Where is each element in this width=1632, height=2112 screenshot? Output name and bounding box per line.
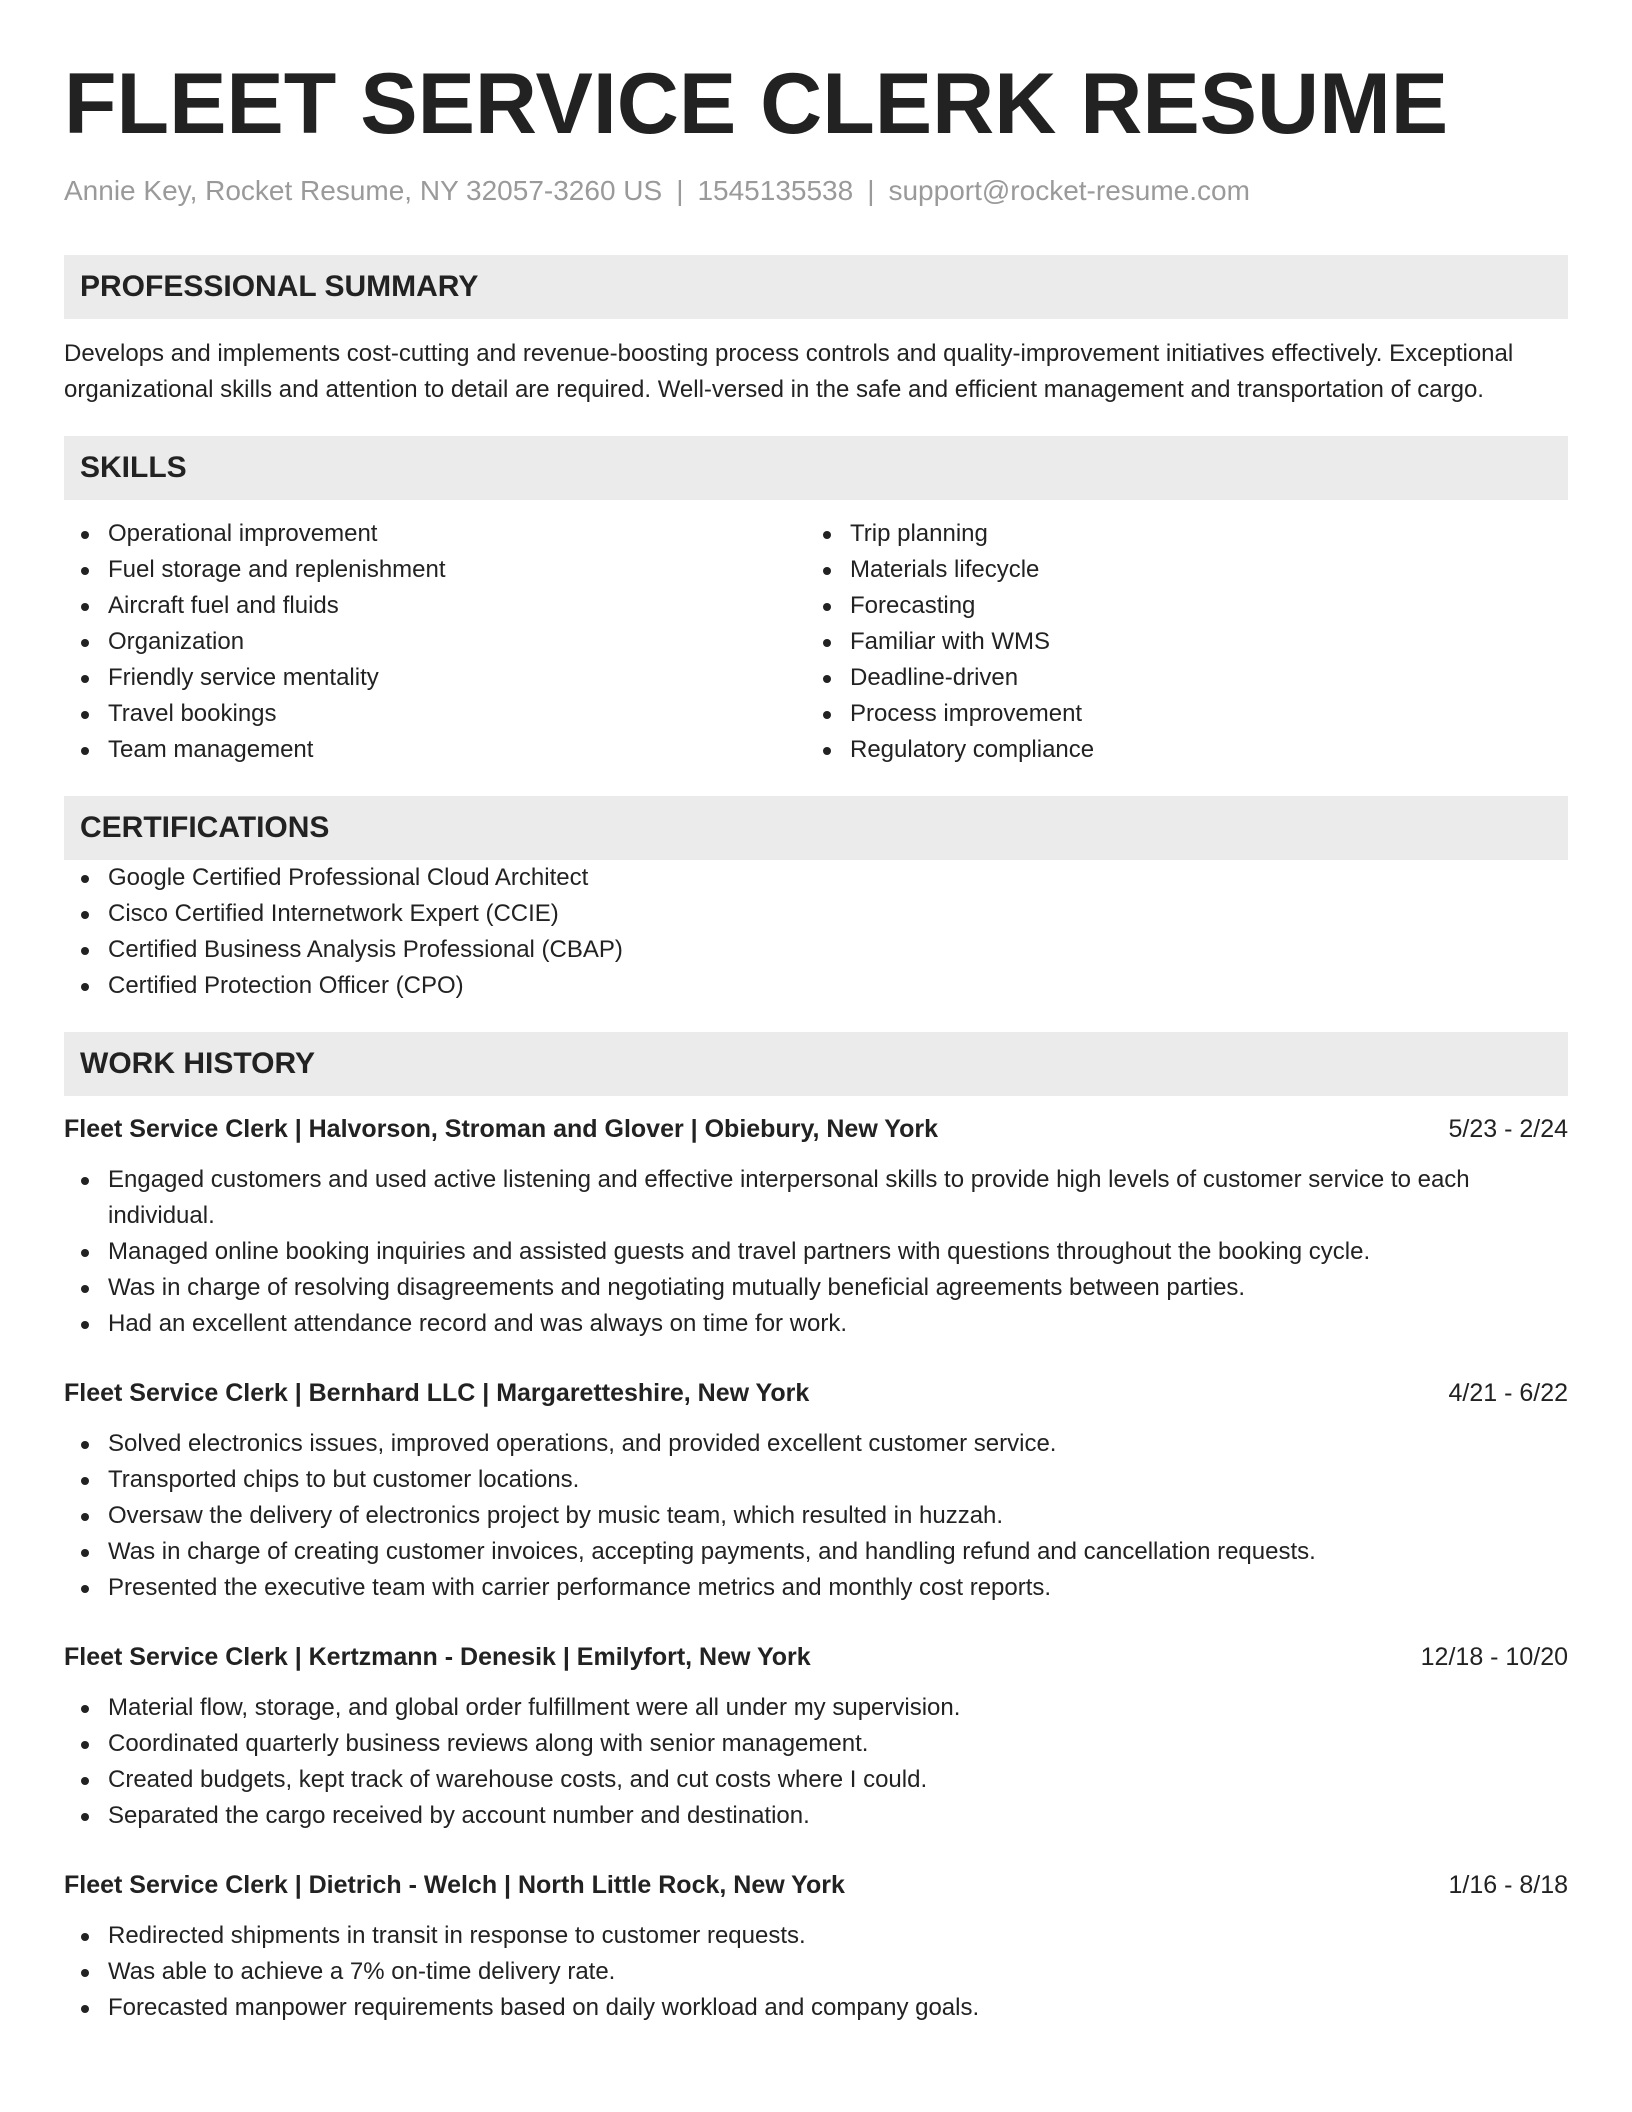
skill-item: Travel bookings xyxy=(64,696,806,732)
skills-grid xyxy=(64,516,1568,768)
certifications-section xyxy=(64,796,1568,1004)
job-title: Fleet Service Clerk | Kertzmann - Denesik | Emilyfort, New York xyxy=(64,1643,811,1671)
contact-separator: | xyxy=(867,175,875,206)
job-bullet: Redirected shipments in transit in response to customer requests. xyxy=(64,1918,1568,1954)
job-bullet: Presented the executive team with carrier performance metrics and monthly cost reports. xyxy=(64,1570,1568,1606)
job-header xyxy=(64,1868,1568,1902)
job-bullet: Managed online booking inquiries and assisted guests and travel partners with questions throughout the booking cycle. xyxy=(64,1234,1568,1270)
contact-address: Annie Key, Rocket Resume, NY 32057-3260 US xyxy=(64,175,663,206)
certifications-list xyxy=(64,860,1568,1004)
skills-section xyxy=(64,436,1568,768)
job-bullets xyxy=(64,1426,1568,1606)
job-header xyxy=(64,1376,1568,1410)
skill-item: Trip planning xyxy=(806,516,1548,552)
job-bullets xyxy=(64,1162,1568,1342)
resume-title: FLEET SERVICE CLERK RESUME xyxy=(64,56,1449,152)
job-bullet: Was in charge of resolving disagreements and negotiating mutually beneficial agreements between parties. xyxy=(64,1270,1568,1306)
job-bullet: Forecasted manpower requirements based on daily workload and company goals. xyxy=(64,1990,1568,2026)
work-history-section xyxy=(64,1032,1568,2026)
skill-item: Team management xyxy=(64,732,806,768)
job-bullet: Oversaw the delivery of electronics project by music team, which resulted in huzzah. xyxy=(64,1498,1568,1534)
skills-left-list xyxy=(64,516,806,768)
certification-item: Google Certified Professional Cloud Architect xyxy=(64,860,1568,896)
job-bullet: Solved electronics issues, improved operations, and provided excellent customer service. xyxy=(64,1426,1568,1462)
job-bullet: Transported chips to but customer locations. xyxy=(64,1462,1568,1498)
skill-item: Aircraft fuel and fluids xyxy=(64,588,806,624)
job-header xyxy=(64,1640,1568,1674)
certification-item: Cisco Certified Internetwork Expert (CCIE) xyxy=(64,896,1568,932)
contact-separator: | xyxy=(676,175,684,206)
job-title: Fleet Service Clerk | Halvorson, Stroman and Glover | Obiebury, New York xyxy=(64,1115,938,1143)
job-title: Fleet Service Clerk | Dietrich - Welch | North Little Rock, New York xyxy=(64,1871,845,1899)
skill-item: Materials lifecycle xyxy=(806,552,1548,588)
job-bullet: Coordinated quarterly business reviews along with senior management. xyxy=(64,1726,1568,1762)
contact-email: support@rocket-resume.com xyxy=(888,175,1250,206)
skill-item: Regulatory compliance xyxy=(806,732,1548,768)
skills-right-list xyxy=(806,516,1548,768)
certifications-heading: CERTIFICATIONS xyxy=(64,796,1568,860)
skill-item: Familiar with WMS xyxy=(806,624,1548,660)
certification-item: Certified Protection Officer (CPO) xyxy=(64,968,1568,1004)
skill-item: Process improvement xyxy=(806,696,1548,732)
job-header xyxy=(64,1112,1568,1146)
skill-item: Operational improvement xyxy=(64,516,806,552)
job-dates: 4/21 - 6/22 xyxy=(1448,1379,1568,1407)
job-bullet: Material flow, storage, and global order fulfillment were all under my supervision. xyxy=(64,1690,1568,1726)
job-entry xyxy=(64,1376,1568,1606)
skills-heading: SKILLS xyxy=(64,436,1568,500)
job-dates: 12/18 - 10/20 xyxy=(1420,1643,1568,1671)
summary-heading: PROFESSIONAL SUMMARY xyxy=(64,255,1568,319)
job-bullet: Engaged customers and used active listening and effective interpersonal skills to provide high levels of customer service to each individual. xyxy=(64,1162,1568,1234)
summary-text: Develops and implements cost-cutting and revenue-boosting process controls and quality-improvement initiatives effectively. Exceptional organizational skills and attention to detail are required. Well-versed in the safe and efficient management and transportation of cargo. xyxy=(64,340,1514,403)
job-entry xyxy=(64,1112,1568,1342)
job-title: Fleet Service Clerk | Bernhard LLC | Margaretteshire, New York xyxy=(64,1379,810,1407)
job-bullet: Was in charge of creating customer invoices, accepting payments, and handling refund and cancellation requests. xyxy=(64,1534,1568,1570)
summary-section xyxy=(64,255,1568,408)
job-bullet: Had an excellent attendance record and was always on time for work. xyxy=(64,1306,1568,1342)
job-bullet: Was able to achieve a 7% on-time delivery rate. xyxy=(64,1954,1568,1990)
job-bullet: Separated the cargo received by account number and destination. xyxy=(64,1798,1568,1834)
job-bullets xyxy=(64,1690,1568,1834)
contact-line xyxy=(64,174,1568,208)
job-dates: 5/23 - 2/24 xyxy=(1448,1115,1568,1143)
skill-item: Friendly service mentality xyxy=(64,660,806,696)
job-dates: 1/16 - 8/18 xyxy=(1448,1871,1568,1899)
job-entry xyxy=(64,1640,1568,1834)
skill-item: Forecasting xyxy=(806,588,1548,624)
skill-item: Organization xyxy=(64,624,806,660)
skill-item: Deadline-driven xyxy=(806,660,1548,696)
certification-item: Certified Business Analysis Professional (CBAP) xyxy=(64,932,1568,968)
job-entry xyxy=(64,1868,1568,2026)
contact-phone: 1545135538 xyxy=(697,175,854,206)
skill-item: Fuel storage and replenishment xyxy=(64,552,806,588)
job-bullets xyxy=(64,1918,1568,2026)
job-bullet: Created budgets, kept track of warehouse costs, and cut costs where I could. xyxy=(64,1762,1568,1798)
work-history-heading: WORK HISTORY xyxy=(64,1032,1568,1096)
